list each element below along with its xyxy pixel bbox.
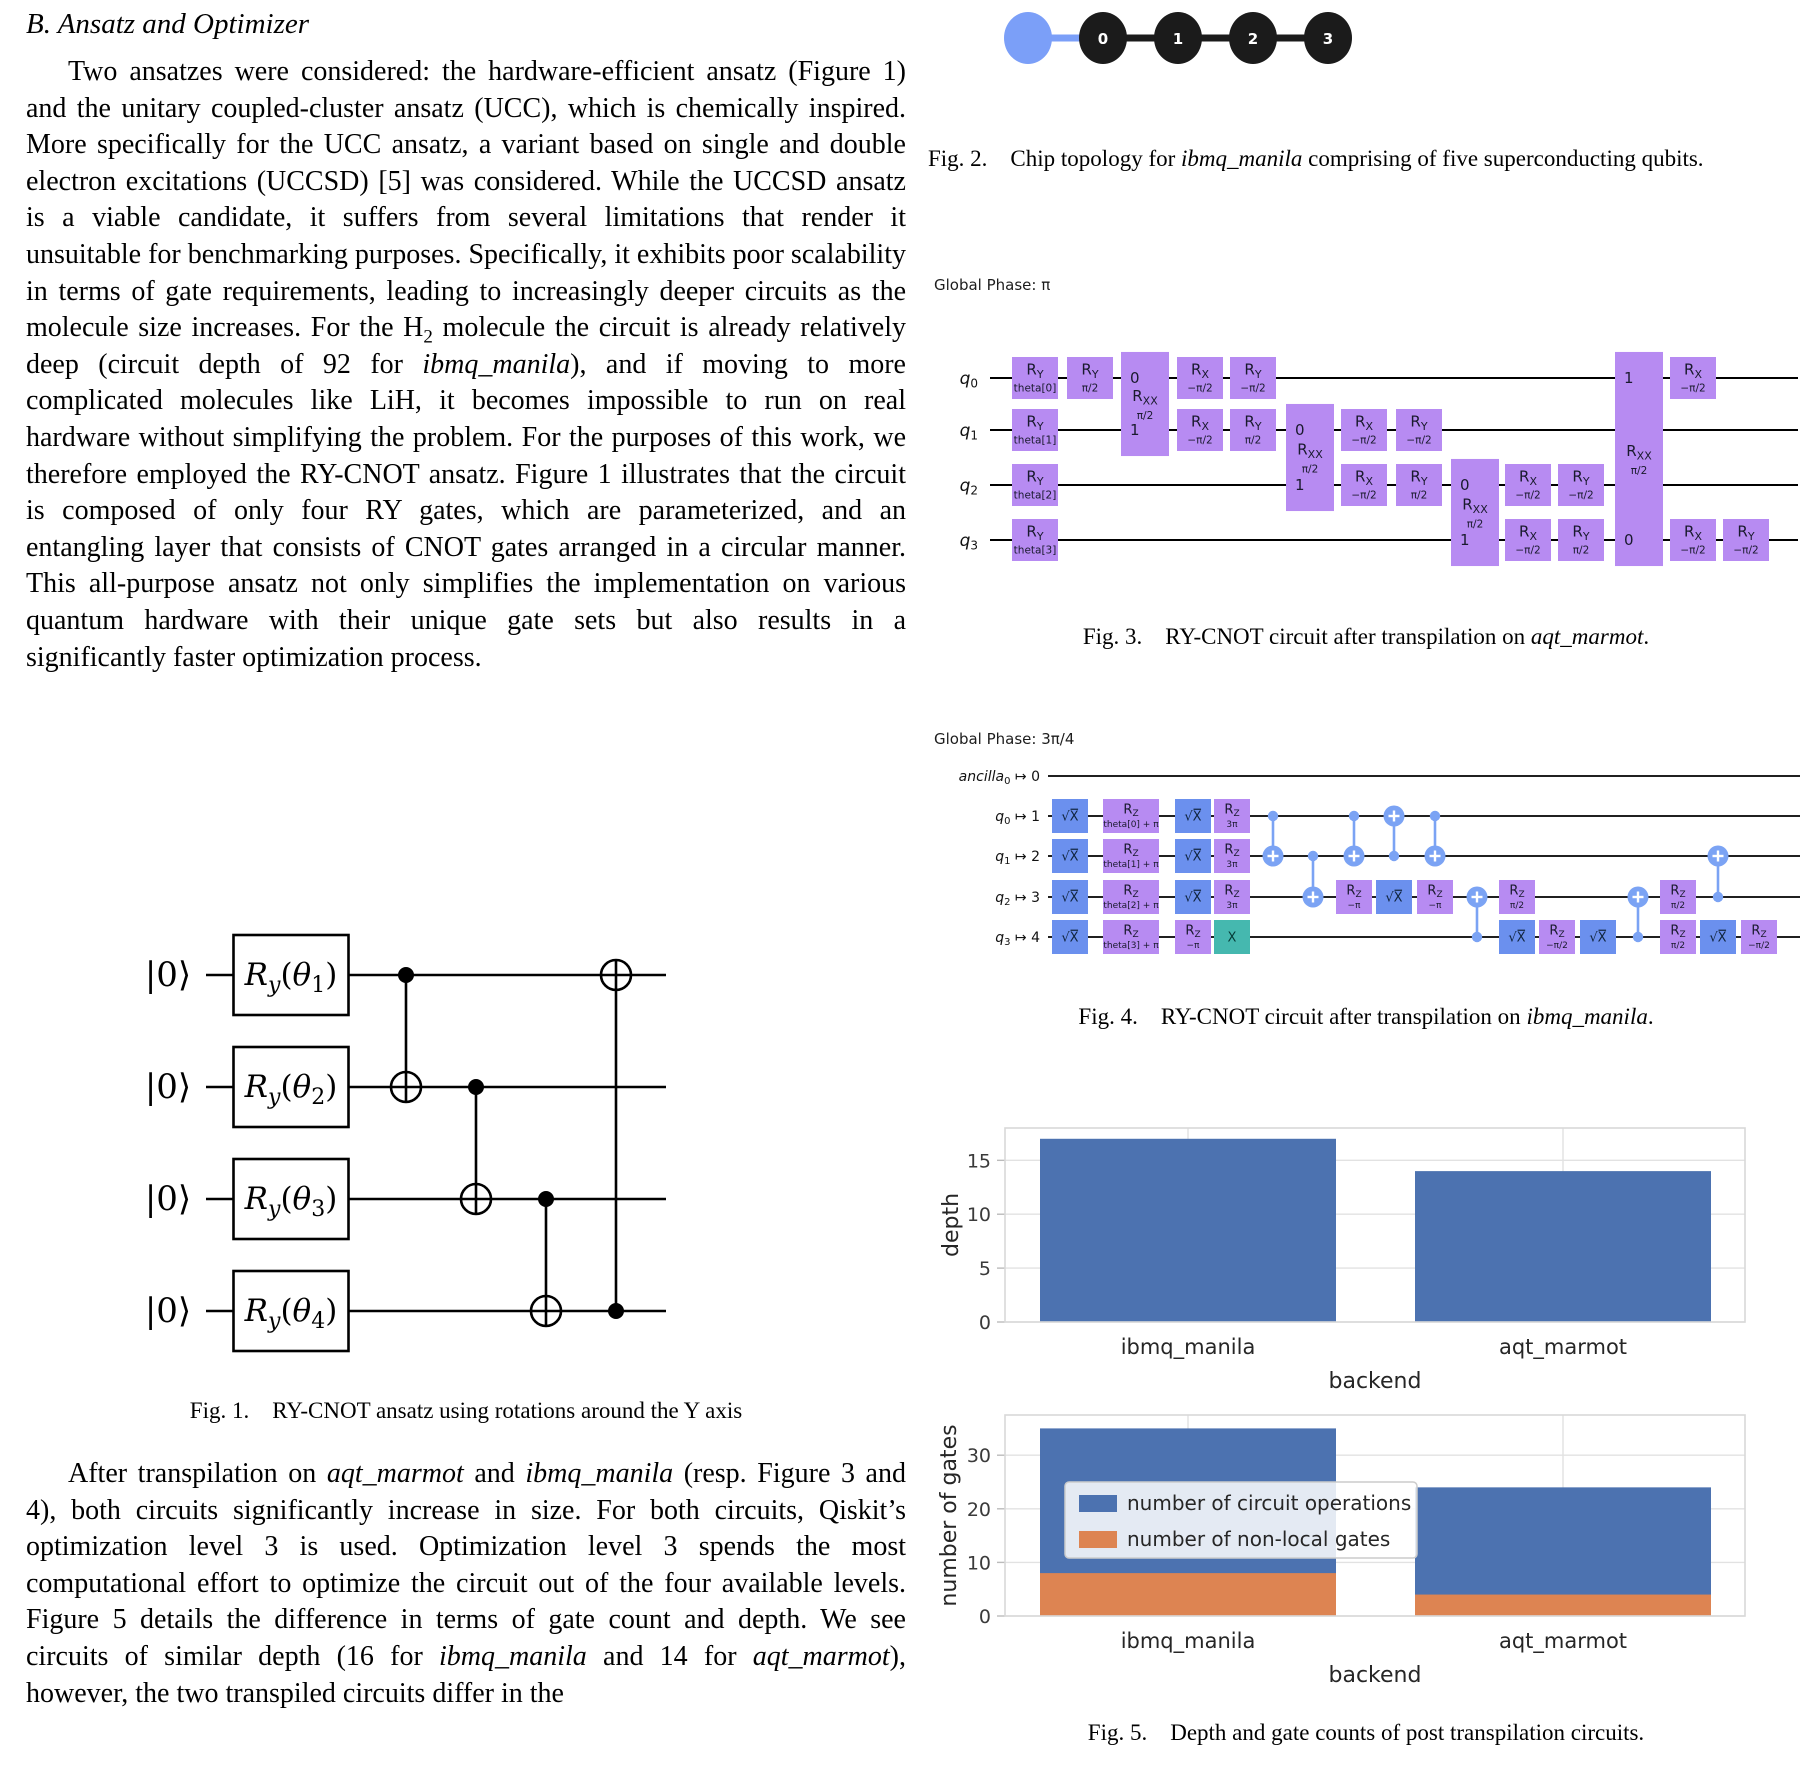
gate-param-label: π/2 — [1670, 900, 1686, 911]
ry-gate-label: $R_y(\theta_1)$ — [244, 957, 338, 998]
x-axis-label: backend — [1328, 1369, 1422, 1394]
cnot-control-dot — [1308, 851, 1318, 861]
gate-main-label: $R_Z$ — [1224, 802, 1240, 820]
ry-gate-label: $R_y(\theta_4)$ — [244, 1293, 338, 1334]
cnot-control-dot — [1430, 811, 1440, 821]
gate-main-label: $R_X$ — [1191, 360, 1209, 381]
gate-param-label: π/2 — [1670, 940, 1686, 951]
wire-label: $q_2$ ↦ 3 — [995, 889, 1040, 908]
gate-main-label: $R_Z$ — [1427, 883, 1443, 901]
gate-main-label: $R_Y$ — [1244, 360, 1262, 381]
gate-param-label: −π/2 — [1406, 434, 1432, 447]
gate-main-label: $R_X$ — [1355, 467, 1373, 488]
ket-label: |0⟩ — [144, 1067, 192, 1107]
rxx-param-label: π/2 — [1136, 410, 1154, 422]
qubit-node-label: 2 — [1247, 30, 1259, 48]
figure-4-block — [928, 730, 1804, 970]
gate-main-label: $R_Z$ — [1549, 923, 1565, 941]
gate-main-label: $R_Z$ — [1346, 883, 1362, 901]
bar — [1415, 1595, 1711, 1616]
sqrt-x-label: √X — [1184, 809, 1202, 825]
gate-param-label: −π/2 — [1240, 382, 1266, 395]
gate-main-label: $R_X$ — [1519, 522, 1537, 543]
rxx-param-label: π/2 — [1630, 465, 1648, 477]
gate-main-label: $R_Z$ — [1224, 842, 1240, 860]
legend — [1065, 1482, 1417, 1558]
sqrt-x-label: √X — [1589, 930, 1607, 946]
bar — [1415, 1171, 1711, 1322]
legend-entry-label: number of non-local gates — [1127, 1527, 1391, 1551]
gate-param-label: theta[0] + π — [1103, 819, 1159, 830]
gate-param-label: −π/2 — [1546, 940, 1568, 951]
y-tick-label: 20 — [966, 1498, 991, 1521]
gate-param-label: −π/2 — [1515, 489, 1541, 502]
gate-param-label: theta[0] — [1013, 382, 1057, 395]
chart-gates — [928, 1396, 1804, 1696]
gate-param-label: 3π — [1226, 900, 1238, 911]
paragraph-2: After transpilation on aqt_marmot and ibmq_manila (resp. Figure 3 and 4), both circuits significantly increase in size. For both circuits, Qiskit’s optimization level 3 is used. Optimization level 3 spends the most computational effort to optimize the circuit out of the four available levels. Figure 5 details the difference in terms of gate count and depth. We see circuits of similar depth (16 for ibmq_manila and 14 for aqt_marmot), however, the two transpiled circuits differ in the — [26, 1458, 906, 1709]
rxx-param-label: π/2 — [1301, 463, 1319, 476]
figure-1-caption: Fig. 1. RY-CNOT ansatz using rotations around the Y axis — [189, 1398, 743, 1423]
rxx-param-label: π/2 — [1466, 518, 1484, 531]
rxx-qubit-index: 1 — [1460, 531, 1470, 549]
gate-param-label: π/2 — [1509, 900, 1525, 911]
section-heading: B. Ansatz and Optimizer — [26, 8, 310, 40]
y-tick-label: 5 — [978, 1258, 991, 1281]
figure-4-global-phase: Global Phase: 3π/4 — [934, 730, 1075, 748]
gate-param-label: theta[3] + π — [1103, 940, 1159, 951]
gate-param-label: −π — [1347, 900, 1361, 911]
gate-param-label: −π/2 — [1748, 940, 1770, 951]
cnot-control-dot — [398, 967, 414, 983]
gate-main-label: $R_X$ — [1191, 412, 1209, 433]
qubit-node-label: 0 — [1097, 30, 1109, 48]
gate-main-label: $R_Z$ — [1123, 842, 1139, 860]
wire-label: $q_1$ — [959, 420, 978, 443]
figure-1-circuit — [106, 900, 706, 1400]
sqrt-x-label: √X — [1061, 930, 1079, 946]
gate-main-label: $R_Y$ — [1026, 412, 1044, 433]
ket-label: |0⟩ — [144, 955, 192, 995]
rxx-main-label: $R_{XX}$ — [1297, 440, 1323, 461]
rxx-qubit-index: 0 — [1130, 369, 1140, 387]
gate-param-label: 3π — [1226, 819, 1238, 830]
figure-5-caption: Fig. 5. Depth and gate counts of post transpilation circuits. — [1087, 1720, 1645, 1745]
gate-main-label: $R_X$ — [1355, 412, 1373, 433]
gate-main-label: $R_Y$ — [1410, 467, 1428, 488]
legend-swatch — [1079, 1531, 1117, 1548]
wire-label: $q_0$ — [959, 368, 978, 391]
x-category-label: ibmq_manila — [1120, 1629, 1256, 1653]
rxx-main-label: $R_{XX}$ — [1462, 495, 1488, 516]
gate-main-label: $R_Z$ — [1123, 883, 1139, 901]
x-category-label: aqt_marmot — [1498, 1335, 1628, 1359]
rxx-qubit-index: 0 — [1295, 421, 1305, 439]
cnot-control-dot — [1389, 851, 1399, 861]
wire-label: ancilla$_0$ ↦ 0 — [958, 768, 1040, 787]
x-category-label: aqt_marmot — [1498, 1629, 1628, 1653]
paragraph-1: Two ansatzes were considered: the hardware-efficient ansatz (Figure 1) and the unitary coupled-cluster ansatz (UCC), which is chemically inspired. More specifically for the UCC ansatz, a variant based on single and double electron excitations (UCCSD) [5] was considered. While the UCCSD ansatz is a viable candidate, it suffers from several limitations that render it unsuitable for benchmarking purposes. Specifically, it exhibits poor scalability in terms of gate requirements, leading to increasingly deeper circuits as the molecule size increases. For the $H_2$ molecule the circuit is already relatively deep (circuit depth of 92 for ibmq_manila), and if moving to more complicated molecules like LiH, it becomes impossible to run on real hardware without simplifying the problem. For the purposes of this work, we therefore employed the RY-CNOT ansatz. Figure 1 illustrates that the circuit is composed of only four RY gates, which are parameterized, and an entangling layer that consists of CNOT gates arranged in a circular manner. This all-purpose ansatz not only simplifies the implementation on various quantum hardware with their unique gate sets but also results in a significantly faster optimization process. — [26, 56, 906, 673]
gate-main-label: $R_Y$ — [1026, 467, 1044, 488]
gate-param-label: −π/2 — [1351, 434, 1377, 447]
sqrt-x-label: √X — [1385, 890, 1403, 906]
gate-main-label: $R_Z$ — [1751, 923, 1767, 941]
cnot-control-dot — [1633, 932, 1643, 942]
gate-main-label: $R_Z$ — [1185, 923, 1201, 941]
y-tick-label: 15 — [966, 1150, 991, 1173]
gate-param-label: theta[3] — [1013, 544, 1057, 557]
gate-param-label: −π/2 — [1515, 544, 1541, 557]
gate-main-label: $R_Y$ — [1572, 522, 1590, 543]
sqrt-x-label: √X — [1061, 849, 1079, 865]
figure-2-caption: Fig. 2. Chip topology for ibmq_manila comprising of five superconducting qubits. — [928, 146, 1704, 171]
qubit-node-label: 3 — [1322, 30, 1334, 48]
ket-label: |0⟩ — [144, 1291, 192, 1331]
wire-label: $q_3$ ↦ 4 — [995, 929, 1040, 948]
gate-main-label: $R_Y$ — [1026, 360, 1044, 381]
gate-param-label: −π — [1186, 940, 1200, 951]
gate-param-label: theta[1] — [1013, 434, 1057, 447]
sqrt-x-label: √X — [1508, 930, 1526, 946]
gate-main-label: $R_X$ — [1684, 360, 1702, 381]
sqrt-x-label: √X — [1184, 849, 1202, 865]
figure-3-block — [928, 276, 1804, 616]
cnot-control-dot — [468, 1079, 484, 1095]
gate-param-label: π/2 — [1410, 489, 1428, 502]
bar — [1040, 1573, 1336, 1616]
figure-2-topology — [928, 4, 1804, 76]
qubit-node — [1004, 12, 1052, 64]
gate-main-label: $R_Z$ — [1123, 802, 1139, 820]
y-tick-label: 10 — [966, 1552, 991, 1575]
gate-param-label: −π/2 — [1733, 544, 1759, 557]
legend-entry-label: number of circuit operations — [1127, 1491, 1412, 1515]
rxx-qubit-index: 0 — [1624, 531, 1634, 549]
gate-param-label: theta[2] + π — [1103, 900, 1159, 911]
y-tick-label: 0 — [978, 1312, 991, 1334]
chart-depth — [928, 1076, 1804, 1406]
figure-4-caption: Fig. 4. RY-CNOT circuit after transpilation on ibmq_manila. — [1078, 1004, 1654, 1029]
gate-main-label: $R_X$ — [1684, 522, 1702, 543]
gate-main-label: $R_X$ — [1519, 467, 1537, 488]
figure-3-caption: Fig. 3. RY-CNOT circuit after transpilation on aqt_marmot. — [1082, 624, 1650, 649]
gate-main-label: $R_Y$ — [1081, 360, 1099, 381]
rxx-qubit-index: 1 — [1130, 421, 1140, 439]
figure-3-global-phase: Global Phase: π — [934, 276, 1051, 294]
gate-main-label: $R_Y$ — [1244, 412, 1262, 433]
y-axis-label: depth — [939, 1192, 964, 1258]
gate-main-label: $R_Z$ — [1224, 883, 1240, 901]
cnot-control-dot — [1268, 811, 1278, 821]
gate-param-label: −π/2 — [1187, 382, 1213, 395]
gate-param-label: theta[1] + π — [1103, 859, 1159, 870]
gate-param-label: −π — [1428, 900, 1442, 911]
gate-param-label: −π/2 — [1351, 489, 1377, 502]
gate-main-label: $R_Z$ — [1670, 923, 1686, 941]
y-tick-label: 10 — [966, 1204, 991, 1227]
wire-label: $q_3$ — [959, 530, 978, 553]
gate-main-label: $R_Y$ — [1410, 412, 1428, 433]
rxx-qubit-index: 1 — [1295, 476, 1305, 494]
rxx-qubit-index: 0 — [1460, 476, 1470, 494]
gate-param-label: −π/2 — [1680, 382, 1706, 395]
figure-3-circuit — [928, 304, 1804, 572]
figure-4-circuit — [928, 760, 1804, 962]
cnot-control-dot — [1349, 811, 1359, 821]
y-tick-label: 30 — [966, 1445, 991, 1468]
x-axis-label: backend — [1328, 1663, 1422, 1688]
gate-main-label: $R_Y$ — [1026, 522, 1044, 543]
gate-param-label: −π/2 — [1187, 434, 1213, 447]
gate-main-label: $R_Y$ — [1572, 467, 1590, 488]
ket-label: |0⟩ — [144, 1179, 192, 1219]
wire-label: $q_2$ — [959, 475, 978, 498]
wire-label: $q_1$ ↦ 2 — [995, 848, 1040, 867]
cnot-control-dot — [538, 1191, 554, 1207]
y-tick-label: 0 — [978, 1606, 991, 1628]
rxx-main-label: $R_{XX}$ — [1626, 442, 1652, 463]
cnot-control-dot — [1713, 892, 1723, 902]
gate-main-label: $R_Z$ — [1123, 923, 1139, 941]
gate-param-label: π/2 — [1244, 434, 1262, 447]
rxx-qubit-index: 1 — [1624, 369, 1634, 387]
rxx-main-label: $R_{XX}$ — [1132, 387, 1158, 408]
gate-param-label: theta[2] — [1013, 489, 1057, 502]
ry-gate-label: $R_y(\theta_2)$ — [244, 1069, 338, 1110]
legend-swatch — [1079, 1495, 1117, 1512]
cnot-control-dot — [1472, 932, 1482, 942]
gate-param-label: π/2 — [1572, 544, 1590, 557]
gate-param-label: −π/2 — [1680, 544, 1706, 557]
sqrt-x-label: √X — [1709, 930, 1727, 946]
wire-label: $q_0$ ↦ 1 — [995, 808, 1040, 827]
gate-main-label: $R_Y$ — [1737, 522, 1755, 543]
qubit-node-label: 1 — [1172, 30, 1184, 48]
sqrt-x-label: √X — [1061, 809, 1079, 825]
x-gate-label: X — [1227, 930, 1237, 946]
cnot-control-dot — [608, 1303, 624, 1319]
x-category-label: ibmq_manila — [1120, 1335, 1256, 1359]
sqrt-x-label: √X — [1061, 890, 1079, 906]
y-axis-label: number of gates — [937, 1424, 962, 1607]
bar — [1040, 1139, 1336, 1322]
gate-main-label: $R_Z$ — [1509, 883, 1525, 901]
gate-param-label: −π/2 — [1568, 489, 1594, 502]
gate-param-label: π/2 — [1081, 382, 1099, 395]
sqrt-x-label: √X — [1184, 890, 1202, 906]
gate-param-label: 3π — [1226, 859, 1238, 870]
gate-main-label: $R_Z$ — [1670, 883, 1686, 901]
ry-gate-label: $R_y(\theta_3)$ — [244, 1181, 338, 1222]
